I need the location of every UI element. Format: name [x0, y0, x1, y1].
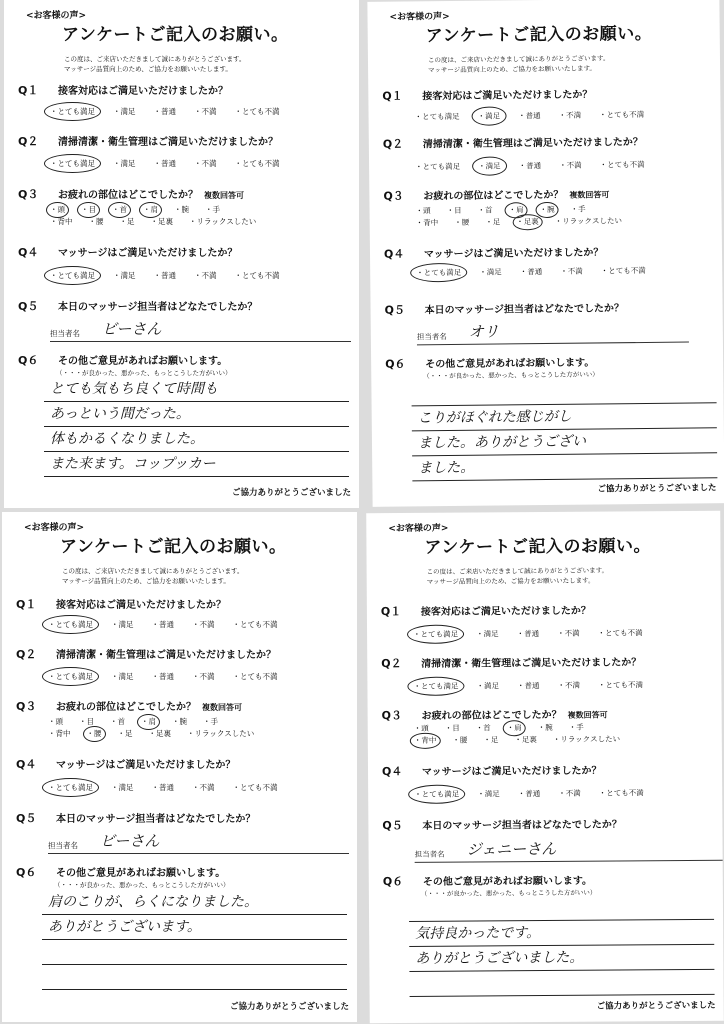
option-very-unsatisfied[interactable]: ・とても不満	[234, 159, 280, 168]
part-arm[interactable]: ・腕	[537, 722, 553, 733]
option-neutral[interactable]: ・普通	[151, 620, 174, 629]
intro-text: この度は、ご来店いただきまして誠にありがとうございます。 マッサージ品質向上のため、ご協力をお願いいたします。	[426, 566, 609, 586]
comment-line: ありがとうございました。	[409, 945, 714, 972]
part-eyes[interactable]: ・目	[81, 205, 96, 214]
q3-parts	[48, 716, 270, 740]
staff-label: 担当者名	[414, 849, 445, 859]
q1-options	[50, 106, 298, 117]
q2-options	[48, 671, 296, 682]
option-very-satisfied[interactable]: ・とても満足	[414, 789, 460, 799]
option-unsatisfied[interactable]: ・不満	[194, 107, 217, 116]
staff-name-handwritten: ビーさん	[102, 320, 162, 338]
q4-options	[416, 265, 664, 279]
option-neutral[interactable]: ・普通	[153, 159, 176, 168]
thanks-text: ご協力ありがとうございました	[229, 1002, 349, 1012]
intro-text: この度は、ご来店いただきまして誠にありがとうございます。 マッサージ品質向上のため、ご協力をお願いいたします。	[427, 54, 610, 75]
staff-label: 担当者名	[50, 329, 80, 338]
part-hand[interactable]: ・手	[568, 722, 584, 732]
comment-line: こりがほぐれた感じがし	[412, 403, 717, 431]
q1-options	[415, 109, 663, 123]
part-soles[interactable]: ・足裏	[148, 729, 171, 738]
q2-options	[415, 159, 663, 173]
staff-name-field[interactable]	[414, 838, 556, 860]
option-neutral[interactable]: ・普通	[518, 111, 541, 121]
option-very-unsatisfied[interactable]: ・とても不満	[232, 672, 278, 681]
option-neutral[interactable]: ・普通	[516, 681, 540, 691]
part-legs[interactable]: ・足	[119, 217, 135, 226]
option-very-unsatisfied[interactable]: ・とても不満	[232, 620, 278, 629]
option-very-satisfied[interactable]: ・とても満足	[50, 271, 95, 280]
comment-line	[42, 940, 347, 965]
option-satisfied[interactable]: ・満足	[476, 629, 499, 639]
sheet-title: アンケートご記入のお願い。	[62, 25, 289, 45]
option-very-unsatisfied[interactable]: ・とても不満	[234, 107, 280, 116]
q2-options	[413, 679, 661, 692]
option-satisfied[interactable]: ・満足	[113, 107, 136, 116]
sheet-title: アンケートご記入のお願い。	[60, 537, 287, 557]
q1: Q１ 接客対応はご満足いただけましたか？	[380, 604, 591, 619]
part-shoulder[interactable]: ・肩	[508, 205, 524, 215]
comment-area[interactable]	[42, 890, 347, 990]
comment-area[interactable]	[44, 377, 349, 477]
part-waist[interactable]: ・腰	[454, 217, 470, 227]
comment-area[interactable]	[409, 895, 715, 997]
option-unsatisfied[interactable]: ・不満	[560, 266, 583, 276]
survey-sheet-1: <お客様の声> アンケートご記入のお願い。 この度は、ご来店いただきまして誠にありがとうございます。 マッサージ品質向上のため、ご協力をお願いいたします。 Q１ 接客対応はご満足いただけましたか？ ・とても満足 ・満足 ・普通 ・不満 ・とても不満 Q２ 清掃清潔・衛生管理はご満足いただけましたか？ ・とても満足 ・満足 ・普通 ・不満 ・とても不満 Q３ お疲れの部位はどこでしたか？ 複数回答可 ・頭 ・目 ・首 ・肩 ・腕 ・手 ・背中 ・腰 ・足 ・足裏 ・リラックスしたい Q４ マッサージはご満足いただけましたか？ ・とても満足 ・満足 ・普通 ・不満 ・とても不満 Q５ 本日のマッサージ担当者はどなたでしたか？ 担当者名 ビーさん Q６ その他ご意見があればお願いします。 （・・・が良かった、悪かった、もっとこうした方がいい） とても気もち良くて時間も あっという間だった。 体もかるくなりました。 また来ます。コップッカー ご協力ありがとうございました	[4, 0, 359, 508]
q1-options	[413, 627, 661, 640]
option-very-satisfied[interactable]: ・とても満足	[414, 111, 460, 122]
option-very-satisfied[interactable]: ・とても満足	[50, 107, 95, 116]
q6-hint: （・・・が良かった、悪かった、もっとこうした方がいい）	[56, 369, 232, 377]
staff-name-field[interactable]	[50, 318, 161, 339]
option-unsatisfied[interactable]: ・不満	[194, 159, 217, 168]
q4: Q４ マッサージはご満足いただけましたか？	[381, 764, 602, 779]
option-unsatisfied[interactable]: ・不満	[557, 628, 580, 638]
part-soles[interactable]: ・足裏	[516, 217, 539, 227]
option-satisfied[interactable]: ・満足	[113, 271, 136, 280]
q1-options	[48, 619, 296, 630]
intro-text: この度は、ご来店いただきまして誠にありがとうございます。 マッサージ品質向上のため、ご協力をお願いいたします。	[62, 567, 244, 585]
sheet-tag: <お客様の声>	[389, 11, 450, 23]
option-unsatisfied[interactable]: ・不満	[192, 672, 215, 681]
part-hand[interactable]: ・手	[205, 205, 220, 214]
comment-line: ました。	[412, 453, 717, 481]
part-relax[interactable]: ・リラックスしたい	[189, 217, 257, 226]
comment-line	[409, 895, 714, 922]
part-neck[interactable]: ・首	[112, 205, 127, 214]
option-very-unsatisfied[interactable]: ・とても不満	[597, 628, 643, 638]
part-shoulder[interactable]: ・肩	[506, 723, 522, 733]
option-neutral[interactable]: ・普通	[151, 783, 174, 792]
part-back[interactable]: ・背中	[413, 735, 437, 745]
part-arm[interactable]: ・腕	[172, 717, 187, 726]
sheet-title: アンケートご記入のお願い。	[425, 23, 653, 47]
staff-label: 担当者名	[416, 332, 447, 342]
option-neutral[interactable]: ・普通	[153, 271, 176, 280]
q2: Q２ 清掃清潔・衛生管理はご満足いただけましたか？	[381, 656, 642, 671]
option-very-unsatisfied[interactable]: ・とても不満	[232, 783, 278, 792]
option-very-unsatisfied[interactable]: ・とても不満	[598, 788, 644, 798]
option-unsatisfied[interactable]: ・不満	[557, 680, 580, 690]
staff-name-handwritten: ビーさん	[100, 832, 160, 850]
part-neck[interactable]: ・首	[110, 717, 125, 726]
comment-line: ありがとうございます。	[42, 915, 347, 940]
part-relax[interactable]: ・リラックスしたい	[187, 729, 255, 738]
comment-line: 肩のこりが、らくになりました。	[42, 890, 347, 915]
option-neutral[interactable]: ・普通	[516, 629, 540, 639]
comment-line: とても気もち良くて時間も	[44, 377, 349, 402]
q2-options	[50, 158, 298, 169]
part-head[interactable]: ・頭	[50, 205, 65, 214]
staff-name-handwritten: ジェニーさん	[466, 839, 557, 859]
option-very-satisfied[interactable]: ・とても満足	[413, 681, 459, 691]
q4-options	[414, 787, 662, 800]
intro-text: この度は、ご来店いただきまして誠にありがとうございます。 マッサージ品質向上のため、ご協力をお願いいたします。	[64, 55, 246, 73]
comment-line: ました。ありがとうござい	[412, 428, 717, 456]
option-very-unsatisfied[interactable]: ・とても不満	[600, 265, 646, 276]
part-eyes[interactable]: ・目	[446, 205, 462, 216]
option-satisfied[interactable]: ・満足	[111, 620, 134, 629]
option-very-satisfied[interactable]: ・とても満足	[48, 783, 93, 792]
option-neutral[interactable]: ・普通	[153, 107, 176, 116]
option-very-satisfied[interactable]: ・とても満足	[413, 629, 459, 639]
option-very-satisfied[interactable]: ・とても満足	[48, 620, 93, 629]
option-very-satisfied[interactable]: ・とても満足	[48, 672, 93, 681]
option-very-satisfied[interactable]: ・とても満足	[416, 267, 462, 278]
sheet-tag: <お客様の声>	[26, 11, 87, 21]
part-head[interactable]: ・頭	[413, 723, 429, 733]
sheet-title: アンケートご記入のお願い。	[424, 536, 652, 558]
part-soles[interactable]: ・足裏	[514, 735, 537, 745]
part-relax[interactable]: ・リラックスしたい	[552, 734, 621, 744]
option-neutral[interactable]: ・普通	[519, 267, 543, 277]
sheet-tag: <お客様の声>	[24, 523, 85, 533]
option-very-satisfied[interactable]: ・とても満足	[50, 159, 95, 168]
option-very-unsatisfied[interactable]: ・とても不満	[234, 271, 280, 280]
q6-hint: （・・・が良かった、悪かった、もっとこうした方がいい）	[54, 881, 230, 889]
part-back[interactable]: ・背中	[48, 729, 71, 738]
comment-line	[409, 970, 714, 997]
q6-hint: （・・・が良かった、悪かった、もっとこうした方がいい）	[420, 888, 597, 898]
staff-name-field[interactable]	[417, 320, 499, 342]
part-hand[interactable]: ・手	[203, 717, 218, 726]
option-satisfied[interactable]: ・満足	[478, 161, 501, 171]
comment-line: また来ます。コップッカー	[44, 452, 349, 477]
q5: Q５ 本日のマッサージ担当者はどなたでしたか？	[382, 818, 622, 833]
option-satisfied[interactable]: ・満足	[111, 672, 134, 681]
option-very-satisfied[interactable]: ・とても満足	[415, 161, 461, 172]
survey-sheet-2	[367, 0, 724, 507]
option-satisfied[interactable]: ・満足	[476, 681, 499, 691]
comment-line	[42, 965, 347, 990]
part-back[interactable]: ・背中	[50, 217, 73, 226]
part-neck[interactable]: ・首	[475, 723, 491, 733]
option-satisfied[interactable]: ・満足	[477, 111, 501, 121]
comment-line	[411, 378, 716, 406]
part-eyes[interactable]: ・目	[79, 717, 94, 726]
option-unsatisfied[interactable]: ・不満	[559, 160, 582, 170]
comment-line: 体もかるくなりました。	[44, 427, 349, 452]
q3: Q３ お疲れの部位はどこでしたか？ 複数回答可	[383, 189, 610, 203]
q2: Q２ 清掃清潔・衛生管理はご満足いただけましたか？	[382, 136, 643, 151]
q5: Q５ 本日のマッサージ担当者はどなたでしたか？	[384, 303, 625, 317]
comment-line: あっという間だった。	[44, 402, 349, 427]
option-unsatisfied[interactable]: ・不満	[194, 271, 217, 280]
part-hand[interactable]: ・手	[570, 204, 586, 214]
q3-parts	[50, 204, 272, 228]
option-neutral[interactable]: ・普通	[518, 161, 542, 171]
q6-hint: （・・・が良かった、悪かった、もっとこうした方がいい）	[423, 370, 599, 381]
sheet-tag: <お客様の声>	[388, 523, 449, 535]
q4-options	[50, 270, 298, 281]
option-unsatisfied[interactable]: ・不満	[558, 788, 581, 798]
staff-name-handwritten: オリ	[468, 322, 499, 341]
q4: Q４ マッサージはご満足いただけましたか？	[383, 247, 604, 261]
staff-underline	[417, 342, 689, 346]
q1: Q１ 接客対応はご満足いただけましたか？	[382, 89, 593, 103]
staff-underline	[50, 341, 351, 342]
part-shoulder[interactable]: ・肩	[143, 205, 158, 214]
option-satisfied[interactable]: ・満足	[111, 783, 134, 792]
part-arm[interactable]: ・腕	[174, 205, 189, 214]
option-satisfied[interactable]: ・満足	[479, 267, 502, 277]
comment-area[interactable]	[411, 378, 717, 481]
option-unsatisfied[interactable]: ・不満	[192, 620, 215, 629]
part-head[interactable]: ・頭	[48, 717, 63, 726]
part-relax[interactable]: ・リラックスしたい	[554, 216, 622, 226]
thanks-text: ご協力ありがとうございました	[597, 483, 717, 495]
q4-options	[48, 782, 296, 793]
q6: Q６ その他ご意見があればお願いします。	[382, 874, 593, 889]
option-very-unsatisfied[interactable]: ・とても不満	[599, 159, 645, 170]
survey-sheet-4	[366, 511, 724, 1023]
part-eyes[interactable]: ・目	[444, 723, 460, 733]
part-back[interactable]: ・背中	[415, 218, 439, 228]
q3-parts	[415, 203, 638, 229]
option-unsatisfied[interactable]: ・不満	[558, 110, 582, 120]
part-waist[interactable]: ・腰	[88, 217, 104, 226]
part-legs[interactable]: ・足	[117, 729, 133, 738]
q6: Q６ その他ご意見があればお願いします。	[385, 357, 595, 371]
option-neutral[interactable]: ・普通	[151, 672, 174, 681]
q3: Q３ お疲れの部位はどこでしたか？ 複数回答可	[381, 708, 608, 723]
option-satisfied[interactable]: ・満足	[113, 159, 136, 168]
part-soles[interactable]: ・足裏	[150, 217, 173, 226]
thanks-text: ご協力ありがとうございました	[231, 488, 351, 498]
part-legs[interactable]: ・足	[483, 735, 499, 745]
option-neutral[interactable]: ・普通	[517, 789, 541, 799]
staff-underline	[415, 860, 724, 863]
part-shoulder[interactable]: ・肩	[141, 717, 156, 726]
part-legs[interactable]: ・足	[485, 217, 501, 227]
staff-underline	[48, 853, 349, 854]
part-arm[interactable]: ・腕	[539, 204, 555, 215]
q3-parts	[414, 721, 636, 747]
comment-line: 気持良かったです。	[409, 920, 714, 947]
part-neck[interactable]: ・首	[477, 205, 493, 215]
thanks-text: ご協力ありがとうございました	[596, 1000, 716, 1012]
part-waist[interactable]: ・腰	[452, 735, 468, 745]
option-satisfied[interactable]: ・満足	[477, 789, 500, 799]
part-head[interactable]: ・頭	[415, 206, 431, 216]
staff-name-field[interactable]	[48, 830, 159, 851]
part-waist[interactable]: ・腰	[86, 729, 102, 738]
staff-label: 担当者名	[48, 841, 78, 850]
option-very-unsatisfied[interactable]: ・とても不満	[597, 680, 643, 690]
option-very-unsatisfied[interactable]: ・とても不満	[599, 109, 645, 120]
option-unsatisfied[interactable]: ・不満	[192, 783, 215, 792]
survey-sheet-3: <お客様の声> アンケートご記入のお願い。 この度は、ご来店いただきまして誠にありがとうございます。 マッサージ品質向上のため、ご協力をお願いいたします。 Q１ 接客対応はご満足いただけましたか？ ・とても満足 ・満足 ・普通 ・不満 ・とても不満 Q２ 清掃清潔・衛生管理はご満足いただけましたか？ ・とても満足 ・満足 ・普通 ・不満 ・とても不満 Q３ お疲れの部位はどこでしたか？ 複数回答可 ・頭 ・目 ・首 ・肩 ・腕 ・手 ・背中 ・腰 ・足 ・足裏 ・リラックスしたい Q４ マッサージはご満足いただけましたか？ ・とても満足 ・満足 ・普通 ・不満 ・とても不満 Q５ 本日のマッサージ担当者はどなたでしたか？ 担当者名 ビーさん Q６ その他ご意見があればお願いします。 （・・・が良かった、悪かった、もっとこうした方がいい） 肩のこりが、らくになりました。 ありがとうございます。 ご協力ありがとうございました	[2, 512, 357, 1022]
